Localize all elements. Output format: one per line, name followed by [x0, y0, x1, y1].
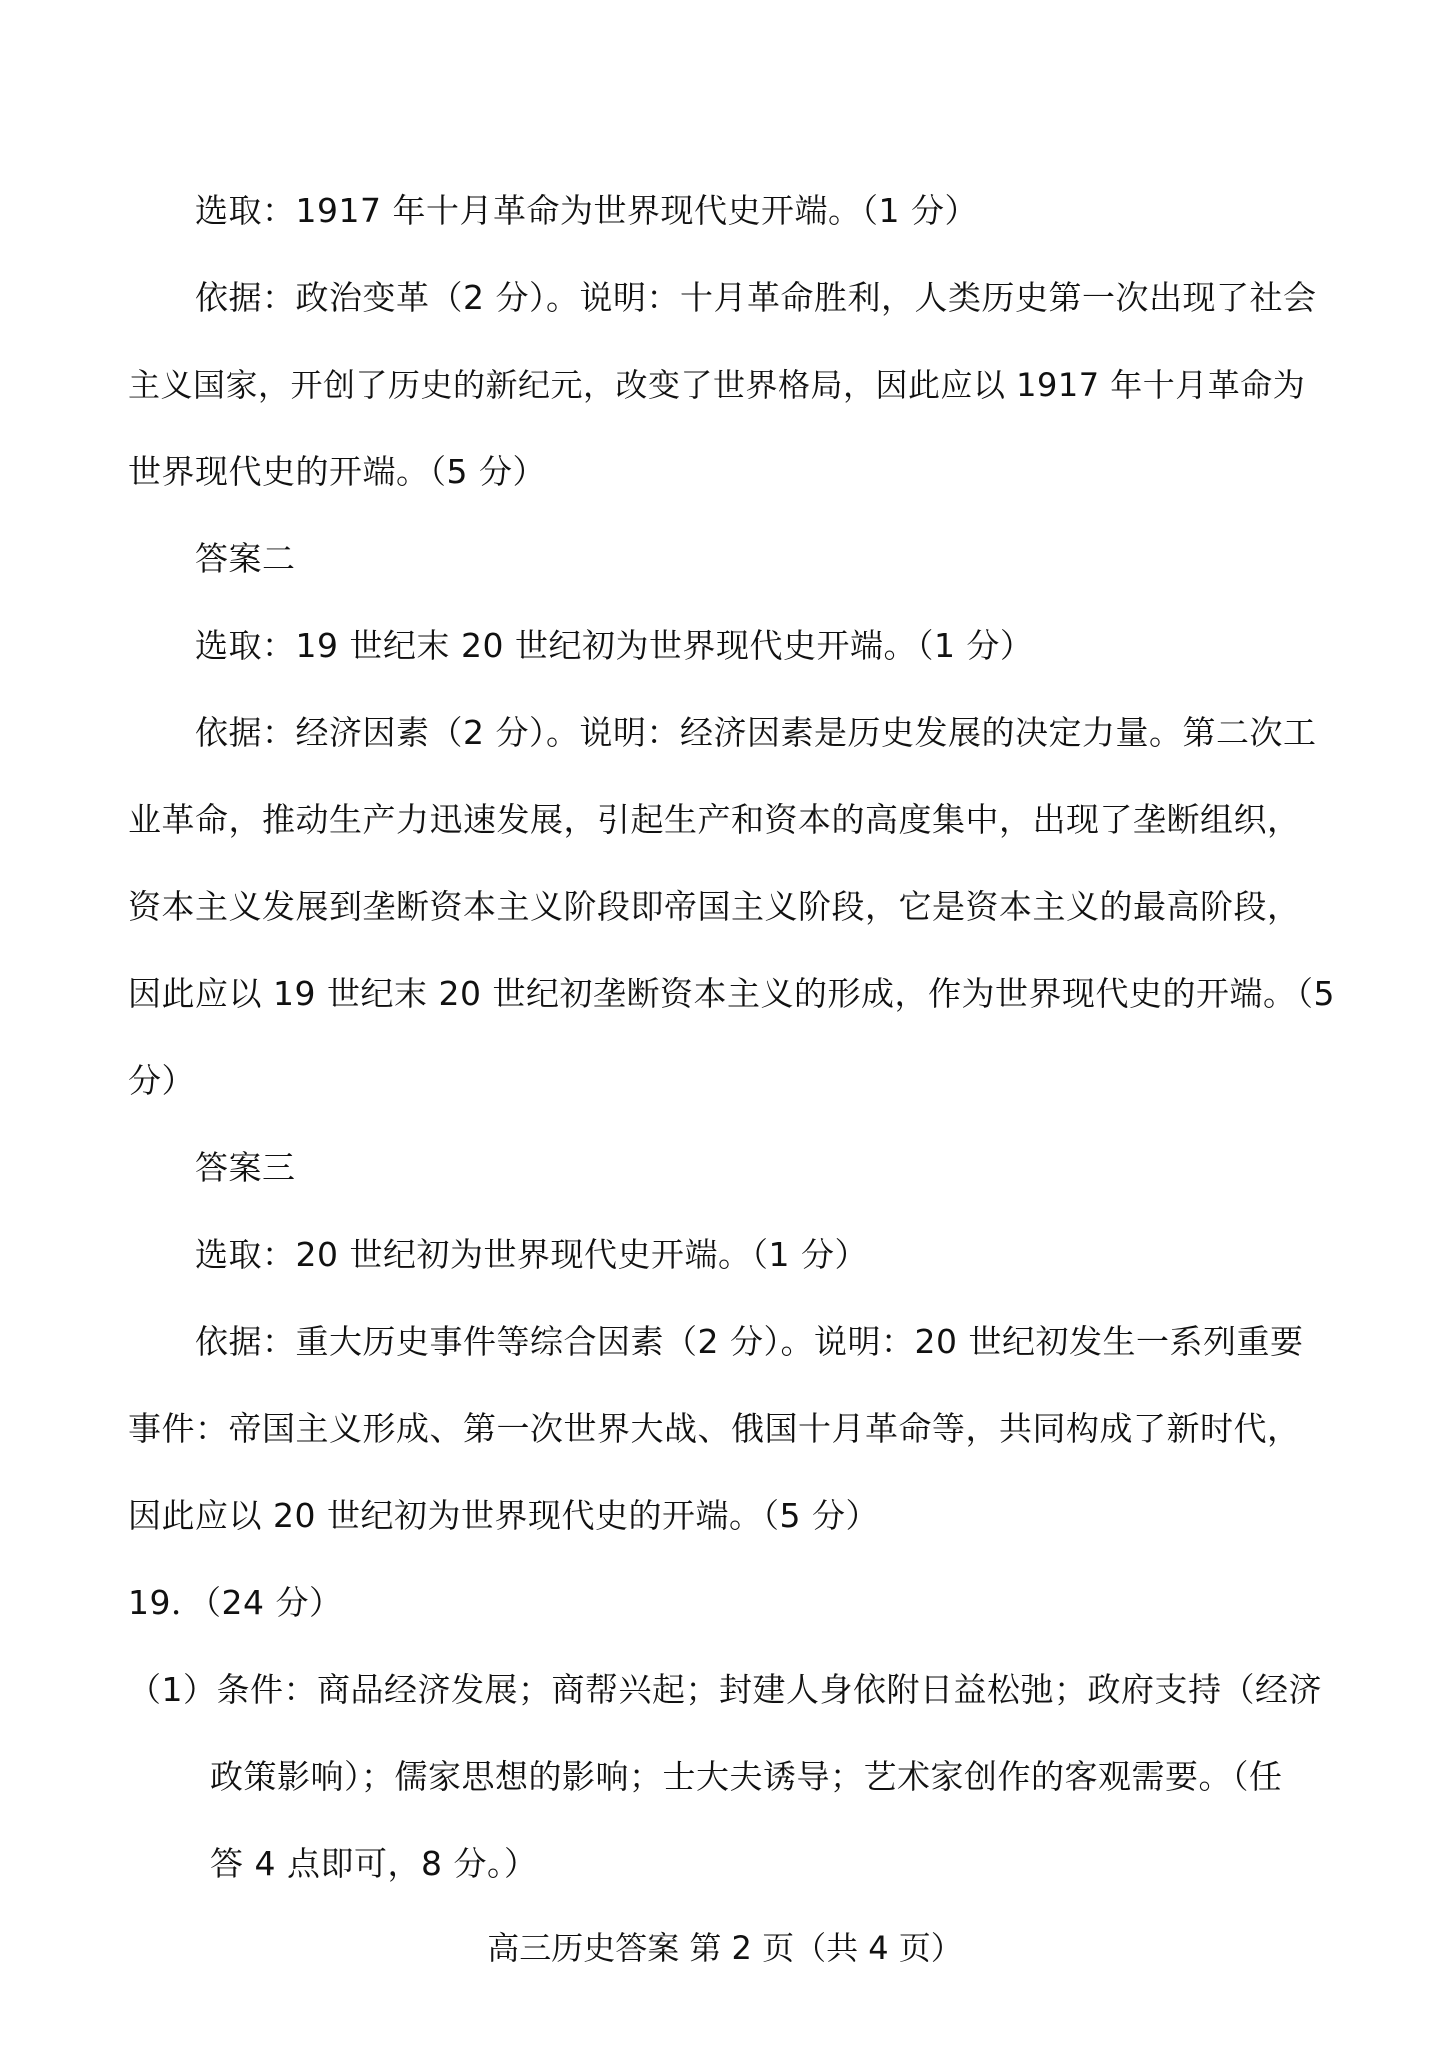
answer2-selection: 选取：19 世纪末 20 世纪初为世界现代史开端。（1 分）: [195, 626, 1034, 665]
answer1-basis-cont-2: 世界现代史的开端。（5 分）: [128, 452, 546, 491]
answer3-heading: 答案三: [195, 1148, 296, 1187]
answer3-selection: 选取：20 世纪初为世界现代史开端。（1 分）: [195, 1235, 868, 1274]
question-19-heading: 19．（24 分）: [128, 1583, 343, 1622]
answer1-selection: 选取：1917 年十月革命为世界现代史开端。（1 分）: [195, 191, 978, 230]
answer2-basis: 依据：经济因素（2 分）。说明：经济因素是历史发展的决定力量。第二次工: [195, 713, 1317, 752]
answer3-basis: 依据：重大历史事件等综合因素（2 分）。说明：20 世纪初发生一系列重要: [195, 1322, 1304, 1361]
page-footer: 高三历史答案 第 2 页（共 4 页）: [487, 1929, 963, 1967]
answer2-heading: 答案二: [195, 539, 296, 578]
question-19-part1-cont-2: 答 4 点即可，8 分。）: [210, 1844, 538, 1883]
answer2-basis-cont-3: 因此应以 19 世纪末 20 世纪初垄断资本主义的形成，作为世界现代史的开端。（5: [128, 974, 1335, 1013]
answer3-basis-cont-2: 因此应以 20 世纪初为世界现代史的开端。（5 分）: [128, 1496, 879, 1535]
question-19-part1: （1）条件：商品经济发展；商帮兴起；封建人身依附日益松弛；政府支持（经济: [128, 1670, 1322, 1709]
answer2-basis-cont-1: 业革命，推动生产力迅速发展，引起生产和资本的高度集中，出现了垄断组织，: [128, 800, 1301, 839]
question-19-part1-cont-1: 政策影响）；儒家思想的影响；士大夫诱导；艺术家创作的客观需要。（任: [210, 1757, 1283, 1796]
answer2-basis-cont-4: 分）: [128, 1061, 195, 1100]
answer1-basis: 依据：政治变革（2 分）。说明：十月革命胜利，人类历史第一次出现了社会: [195, 278, 1317, 317]
answer1-basis-cont-1: 主义国家，开创了历史的新纪元，改变了世界格局，因此应以 1917 年十月革命为: [128, 366, 1306, 404]
answer2-basis-cont-2: 资本主义发展到垄断资本主义阶段即帝国主义阶段，它是资本主义的最高阶段，: [128, 887, 1301, 926]
answer3-basis-cont-1: 事件：帝国主义形成、第一次世界大战、俄国十月革命等，共同构成了新时代，: [128, 1409, 1301, 1448]
